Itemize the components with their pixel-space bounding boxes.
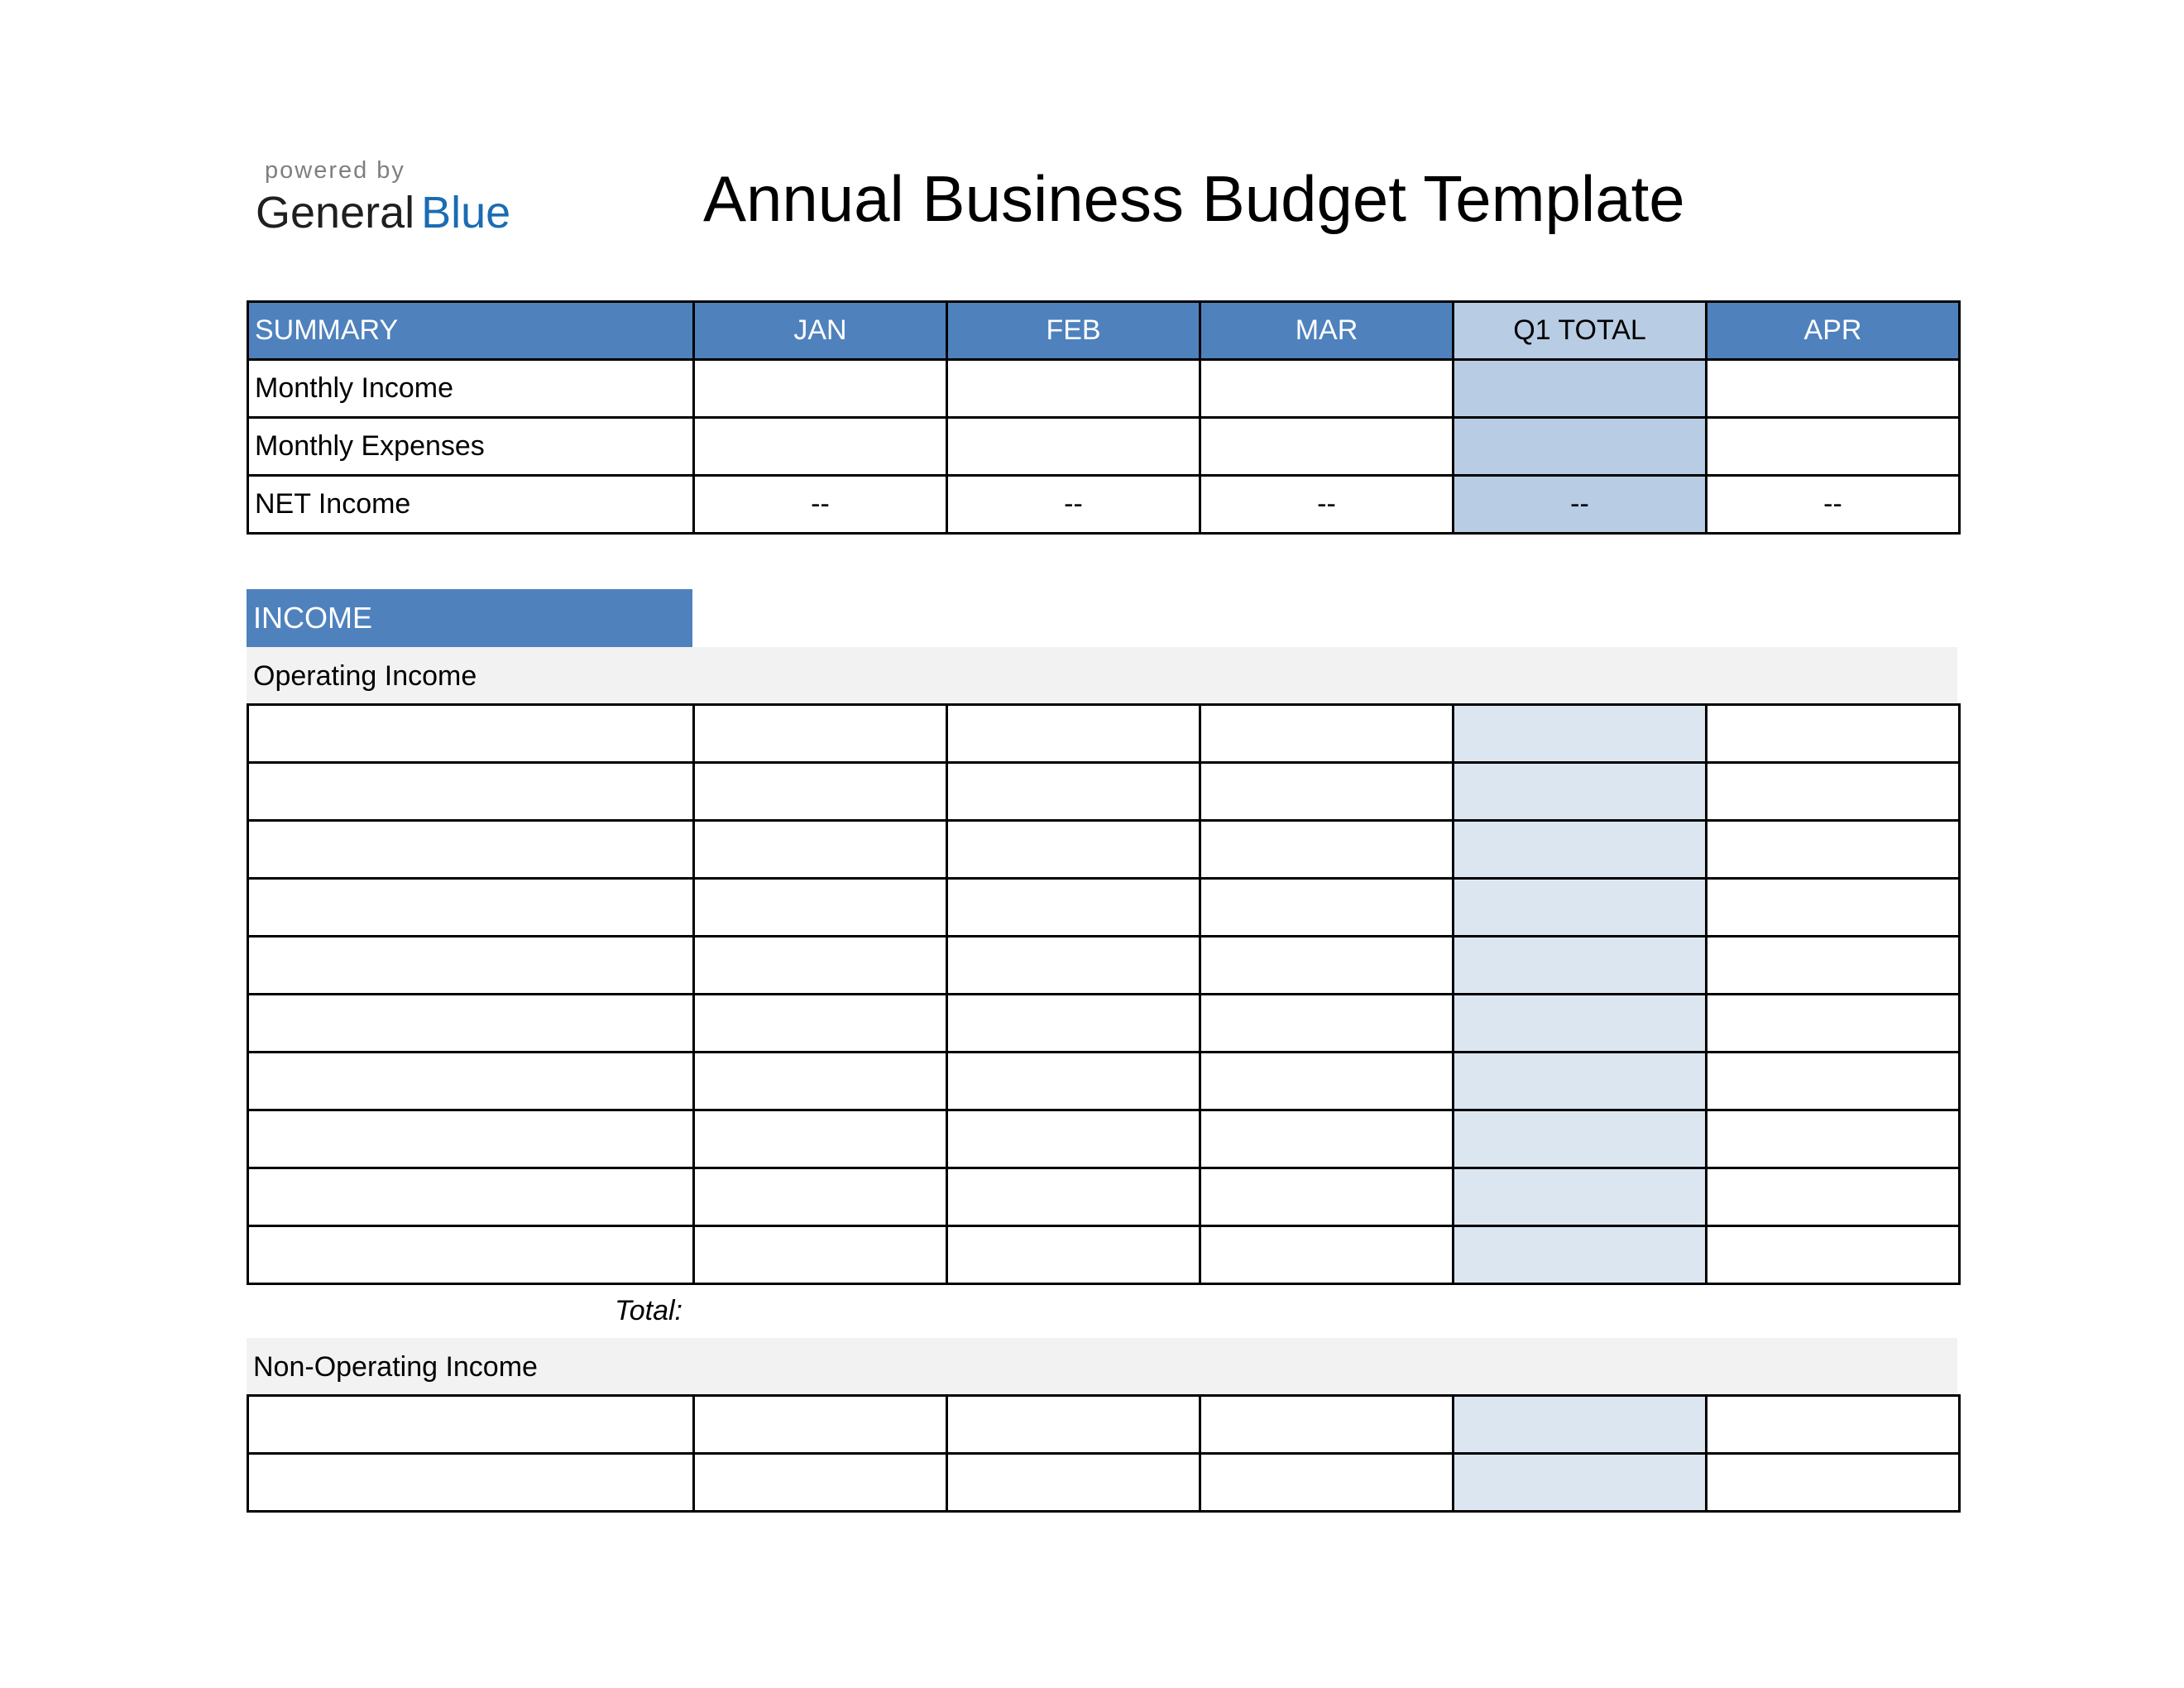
- cell-apr[interactable]: [1707, 1454, 1960, 1512]
- cell-jan[interactable]: [694, 879, 947, 937]
- cell-jan[interactable]: [694, 1396, 947, 1454]
- cell-mar[interactable]: [1200, 705, 1454, 763]
- cell-apr[interactable]: [1707, 705, 1960, 763]
- cell-feb[interactable]: [947, 1168, 1200, 1226]
- brand-name: [256, 189, 510, 236]
- table-row: [248, 879, 1960, 937]
- table-row: [248, 705, 1960, 763]
- cell-apr[interactable]: [1707, 1168, 1960, 1226]
- cell-feb[interactable]: [947, 1226, 1200, 1284]
- table-row: [248, 995, 1960, 1053]
- cell-jan: --: [694, 476, 947, 534]
- cell-jan[interactable]: [694, 360, 947, 418]
- cell-mar[interactable]: [1200, 995, 1454, 1053]
- cell-q1-total: [1454, 418, 1707, 476]
- header-q1-total: Q1 TOTAL: [1454, 302, 1707, 360]
- cell-q1-total: [1454, 1226, 1707, 1284]
- powered-by-text: powered by: [265, 157, 405, 184]
- cell-mar[interactable]: [1200, 763, 1454, 821]
- cell-feb[interactable]: [947, 879, 1200, 937]
- cell-description[interactable]: [248, 1110, 694, 1168]
- summary-header-row: [248, 302, 1960, 360]
- cell-mar[interactable]: [1200, 1454, 1454, 1512]
- cell-description[interactable]: [248, 995, 694, 1053]
- header-mar: MAR: [1200, 302, 1454, 360]
- cell-feb[interactable]: [947, 1053, 1200, 1110]
- table-row: [248, 1168, 1960, 1226]
- generalblue-logo: [256, 157, 510, 236]
- cell-q1-total: [1454, 995, 1707, 1053]
- row-label: NET Income: [248, 476, 694, 534]
- table-row: [248, 821, 1960, 879]
- cell-mar: --: [1200, 476, 1454, 534]
- cell-description[interactable]: [248, 1226, 694, 1284]
- row-label: Monthly Income: [248, 360, 694, 418]
- operating-income-subheader: Operating Income: [247, 647, 1957, 705]
- header-apr: APR: [1707, 302, 1960, 360]
- cell-apr[interactable]: [1707, 1110, 1960, 1168]
- cell-jan[interactable]: [694, 1110, 947, 1168]
- cell-description[interactable]: [248, 1168, 694, 1226]
- cell-jan[interactable]: [694, 418, 947, 476]
- summary-header-label: SUMMARY: [248, 302, 694, 360]
- cell-q1-total: [1454, 1110, 1707, 1168]
- cell-q1-total: [1454, 705, 1707, 763]
- page-title: Annual Business Budget Template: [703, 162, 1685, 235]
- cell-q1-total: [1454, 879, 1707, 937]
- cell-feb[interactable]: [947, 418, 1200, 476]
- cell-apr[interactable]: [1707, 360, 1960, 418]
- income-section-header: INCOME: [247, 589, 692, 647]
- cell-feb[interactable]: [947, 1396, 1200, 1454]
- table-row: [248, 1226, 1960, 1284]
- summary-row-monthly-expenses: [248, 418, 1960, 476]
- table-row: [248, 1396, 1960, 1454]
- cell-jan[interactable]: [694, 1454, 947, 1512]
- cell-mar[interactable]: [1200, 1226, 1454, 1284]
- cell-mar[interactable]: [1200, 418, 1454, 476]
- table-row: [248, 1454, 1960, 1512]
- brand-general: General: [256, 188, 415, 237]
- cell-apr[interactable]: [1707, 995, 1960, 1053]
- cell-jan[interactable]: [694, 705, 947, 763]
- cell-apr[interactable]: [1707, 1396, 1960, 1454]
- cell-feb[interactable]: [947, 1454, 1200, 1512]
- table-row: [248, 937, 1960, 995]
- table-row: [248, 1053, 1960, 1110]
- cell-description[interactable]: [248, 1454, 694, 1512]
- cell-apr[interactable]: [1707, 879, 1960, 937]
- cell-jan[interactable]: [694, 1053, 947, 1110]
- cell-q1-total: [1454, 360, 1707, 418]
- cell-description[interactable]: [248, 937, 694, 995]
- cell-jan[interactable]: [694, 821, 947, 879]
- cell-jan[interactable]: [694, 1168, 947, 1226]
- cell-jan[interactable]: [694, 763, 947, 821]
- cell-description[interactable]: [248, 879, 694, 937]
- cell-q1-total: [1454, 937, 1707, 995]
- summary-row-monthly-income: [248, 360, 1960, 418]
- cell-q1-total: [1454, 1053, 1707, 1110]
- cell-q1-total: [1454, 1454, 1707, 1512]
- cell-mar[interactable]: [1200, 1396, 1454, 1454]
- cell-feb[interactable]: [947, 937, 1200, 995]
- cell-feb[interactable]: [947, 995, 1200, 1053]
- summary-row-net-income: [248, 476, 1960, 534]
- cell-apr[interactable]: [1707, 418, 1960, 476]
- header-feb: FEB: [947, 302, 1200, 360]
- cell-mar[interactable]: [1200, 821, 1454, 879]
- cell-description[interactable]: [248, 763, 694, 821]
- brand-blue: Blue: [421, 188, 511, 237]
- table-row: [248, 1110, 1960, 1168]
- cell-mar[interactable]: [1200, 937, 1454, 995]
- cell-apr[interactable]: [1707, 821, 1960, 879]
- cell-description[interactable]: [248, 705, 694, 763]
- cell-q1-total: [1454, 821, 1707, 879]
- cell-mar[interactable]: [1200, 360, 1454, 418]
- operating-income-table: [247, 703, 1961, 1285]
- cell-feb: --: [947, 476, 1200, 534]
- cell-description[interactable]: [248, 1396, 694, 1454]
- cell-feb[interactable]: [947, 705, 1200, 763]
- non-operating-income-table: [247, 1394, 1961, 1513]
- cell-jan[interactable]: [694, 995, 947, 1053]
- cell-q1-total: --: [1454, 476, 1707, 534]
- cell-mar[interactable]: [1200, 1168, 1454, 1226]
- operating-total-label: Total:: [615, 1295, 682, 1326]
- cell-feb[interactable]: [947, 821, 1200, 879]
- cell-feb[interactable]: [947, 1110, 1200, 1168]
- cell-feb[interactable]: [947, 763, 1200, 821]
- cell-mar[interactable]: [1200, 1053, 1454, 1110]
- row-label: Monthly Expenses: [248, 418, 694, 476]
- cell-q1-total: [1454, 1396, 1707, 1454]
- header-jan: JAN: [694, 302, 947, 360]
- cell-q1-total: [1454, 1168, 1707, 1226]
- cell-mar[interactable]: [1200, 1110, 1454, 1168]
- non-operating-income-subheader: Non-Operating Income: [247, 1338, 1957, 1396]
- cell-jan[interactable]: [694, 1226, 947, 1284]
- cell-q1-total: [1454, 763, 1707, 821]
- cell-apr[interactable]: [1707, 937, 1960, 995]
- cell-jan[interactable]: [694, 937, 947, 995]
- cell-apr[interactable]: [1707, 1226, 1960, 1284]
- table-row: [248, 763, 1960, 821]
- cell-mar[interactable]: [1200, 879, 1454, 937]
- cell-apr: --: [1707, 476, 1960, 534]
- cell-description[interactable]: [248, 1053, 694, 1110]
- summary-table: [247, 300, 1961, 535]
- cell-description[interactable]: [248, 821, 694, 879]
- cell-apr[interactable]: [1707, 763, 1960, 821]
- cell-apr[interactable]: [1707, 1053, 1960, 1110]
- cell-feb[interactable]: [947, 360, 1200, 418]
